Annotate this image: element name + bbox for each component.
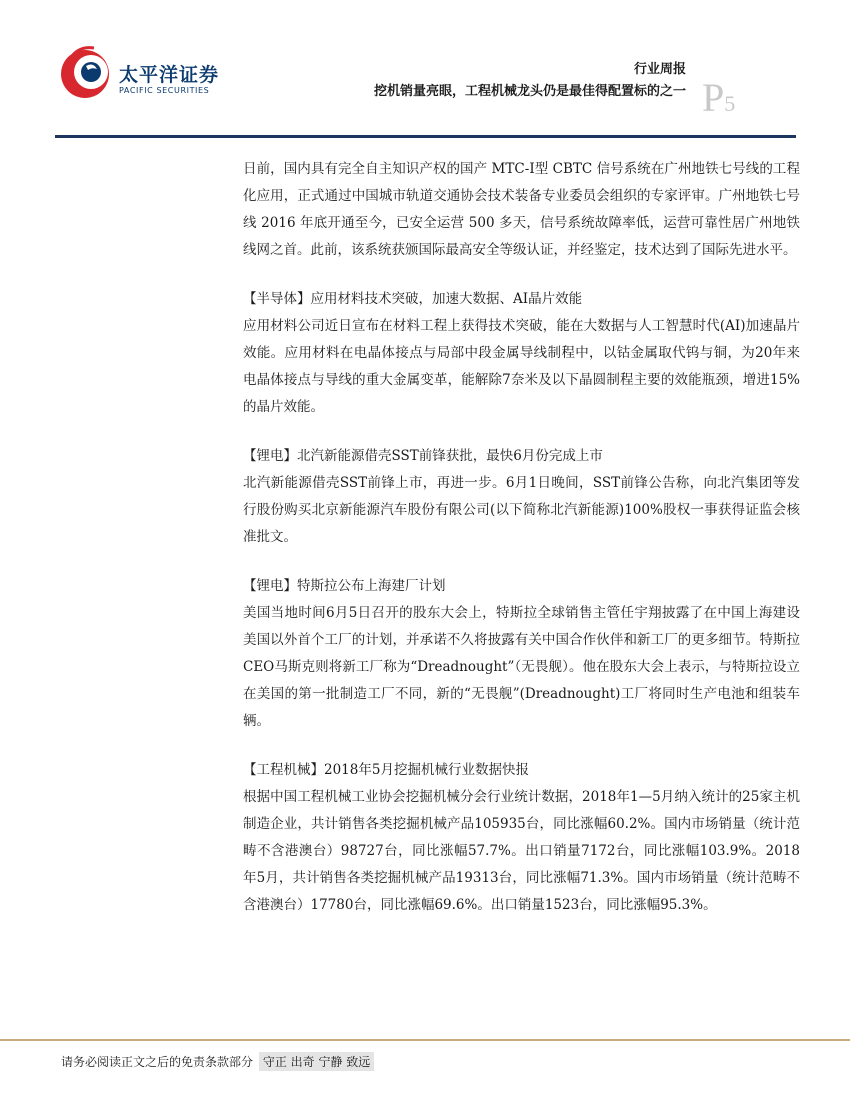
report-title: 挖机销量亮眼，工程机械龙头仍是最佳得配置标的之一: [373, 84, 686, 99]
company-logo: [58, 42, 238, 104]
report-type: 行业周报: [633, 62, 686, 77]
section-body: 根据中国工程机械工业协会挖掘机械分会行业统计数据，2018年1—5月纳入统计的25家主机制造企业，共计销售各类挖掘机械产品105935台，同比涨幅60.2%。国内市场销量（统计范畴不含港澳台）98727台，同比涨幅57.7%。出口销量7172台，同比涨幅103.9%。2018年5月，共计销售各类挖掘机械产品19313台，同比涨幅71.3%。国内市场销量（统计范畴不含港澳台）17780台，同比涨幅69.6%。出口销量1523台，同比涨幅95.3%。: [243, 789, 800, 913]
section-heading: 【锂电】特斯拉公布上海建厂计划: [243, 578, 446, 594]
brand-name-cn: 太平洋证券: [119, 64, 220, 86]
section-heading: 【锂电】北汽新能源借壳SST前锋获批，最快6月份完成上市: [243, 448, 603, 464]
section-heading: 【工程机械】2018年5月挖掘机械行业数据快报: [243, 762, 529, 778]
news-section: [243, 286, 800, 421]
section-body: 应用材料公司近日宣布在材料工程上获得技术突破，能在大数据与人工智慧时代(AI)加速晶片效能。应用材料在电晶体接点与局部中段金属导线制程中，以钴金属取代钨与铜，为20年来电晶体接点与导线的重大金属变革，能解除7奈米及以下晶圆制程主要的效能瓶颈，增进15%的晶片效能。: [243, 318, 800, 415]
footer-divider: [0, 1039, 850, 1041]
news-section: [243, 573, 800, 735]
news-section: [243, 757, 800, 919]
article-content: [243, 156, 800, 919]
page-number: [702, 74, 735, 121]
section-body: 美国当地时间6月5日召开的股东大会上，特斯拉全球销售主管任宇翔披露了在中国上海建设美国以外首个工厂的计划，并承诺不久将披露有关中国合作伙伴和新工厂的更多细节。特斯拉CEO马斯克则将新工厂称为“Dreadnought”（无畏舰）。他在股东大会上表示，与特斯拉设立在美国的第一批制造工厂不同，新的“无畏舰”(Dreadnought)工厂将同时生产电池和组装车辆。: [243, 605, 800, 729]
section-heading: 【半导体】应用材料技术突破，加速大数据、AI晶片效能: [243, 291, 583, 307]
header-divider: [55, 135, 796, 138]
brand-name-en: PACIFIC SECURITIES: [119, 86, 210, 95]
pacific-securities-logo-icon: [58, 42, 118, 104]
page-number-value: 5: [724, 91, 736, 116]
intro-paragraph: 日前，国内具有完全自主知识产权的国产 MTC-Ⅰ型 CBTC 信号系统在广州地铁七号线的工程化应用，正式通过中国城市轨道交通协会技术装备专业委员会组织的专家评审。广州地铁七号线 2016 年底开通至今，已安全运营 500 多天，信号系统故障率低，运营可靠性居广州地铁线网之首。此前，该系统获颁国际最高安全等级认证，并经鉴定，技术达到了国际先进水平。: [243, 161, 800, 258]
footer-motto: 守正 出奇 宁静 致远: [259, 1052, 374, 1071]
page-prefix: P: [702, 75, 725, 120]
footer: [61, 1052, 374, 1071]
news-section: [243, 443, 800, 551]
footer-disclaimer: 请务必阅读正文之后的免责条款部分: [61, 1055, 254, 1069]
section-body: 北汽新能源借壳SST前锋上市，再进一步。6月1日晚间，SST前锋公告称，向北汽集团等发行股份购买北京新能源汽车股份有限公司(以下简称北汽新能源)100%股权一事获得证监会核准批文。: [243, 475, 800, 545]
